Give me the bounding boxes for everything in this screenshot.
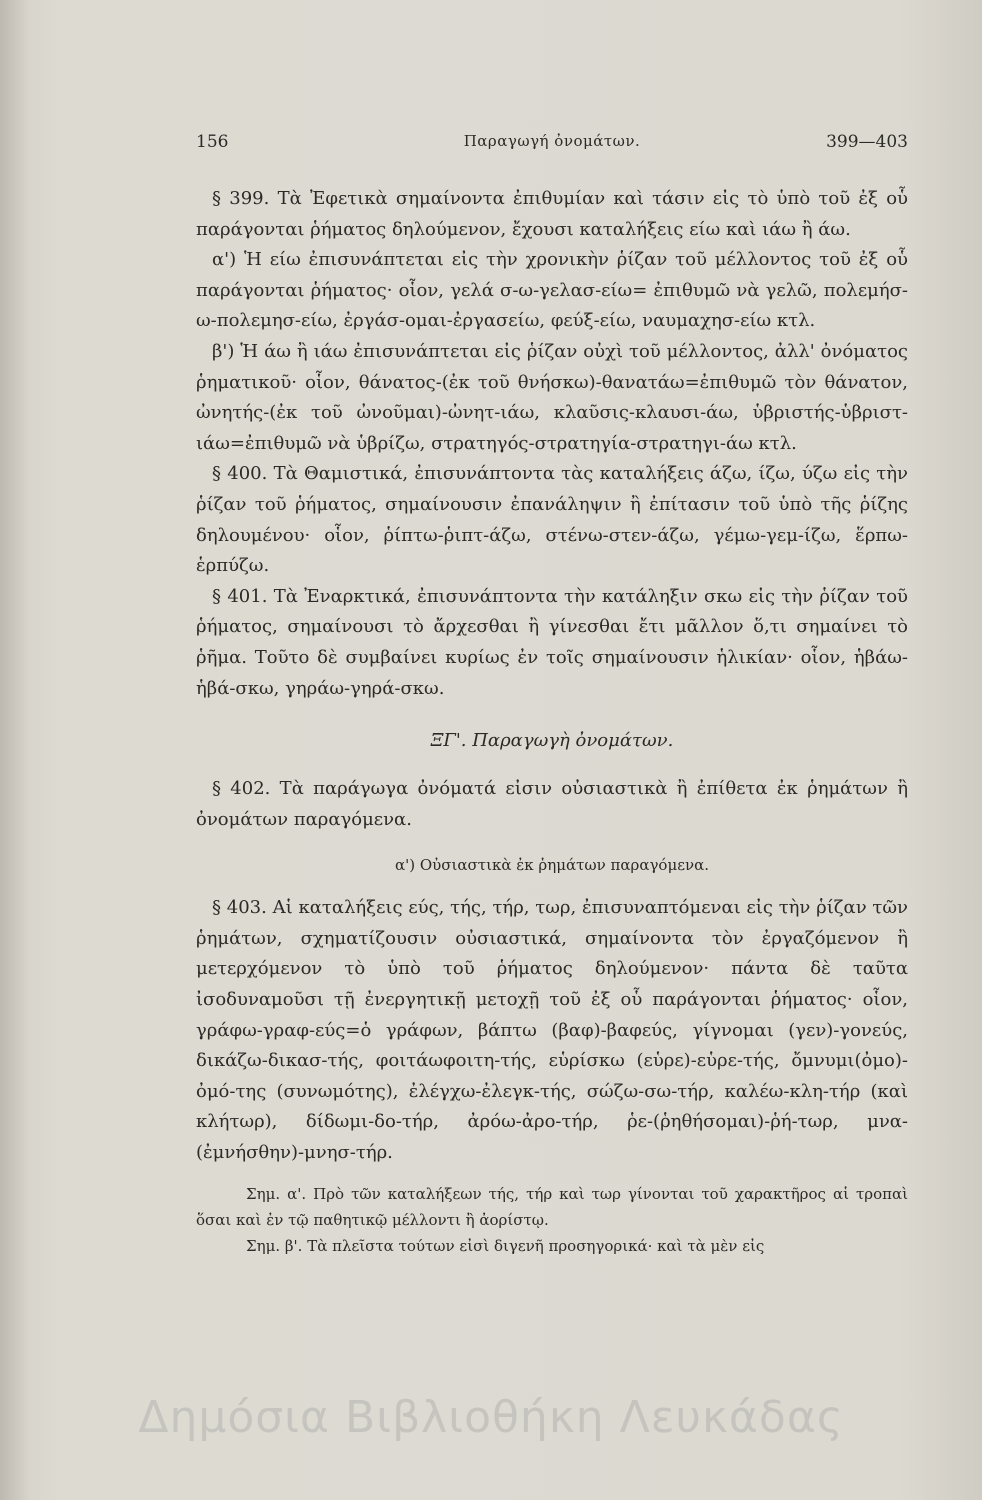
paragraph-399: § 399. Τὰ Ἐφετικὰ σημαίνοντα ἐπιθυμίαν καὶ τάσιν εἰς τὸ ὑπὸ τοῦ ἐξ οὗ παράγονται ῥήματος δηλούμενον, ἔχουσι καταλήξεις είω καὶ ιάω ἢ άω. <box>196 188 908 240</box>
footnote-a: Σημ. α'. Πρὸ τῶν καταλήξεων τής, τήρ καὶ τωρ γίνονται τοῦ χαρακτῆρος αἱ τροπαὶ ὅσαι καὶ ἐν τῷ παθητικῷ μέλλοντι ἢ ἀορίστῳ. <box>196 1184 908 1229</box>
subheading: α') Οὐσιαστικὰ ἐκ ῥημάτων παραγόμενα. <box>395 856 709 875</box>
page-header <box>196 132 908 166</box>
page-number: 156 <box>196 132 229 152</box>
running-title: Παραγωγή ὀνομάτων. <box>463 132 641 150</box>
footnote-b: Σημ. β'. Τὰ πλεῖστα τούτων εἰσὶ διγενῆ προσηγορικά· καὶ τὰ μὲν εἰς <box>246 1236 765 1255</box>
paragraph-403: § 403. Αἱ καταλήξεις εύς, τής, τήρ, τωρ, ἐπισυναπτόμεναι εἰς τὴν ῥίζαν τῶν ῥημάτων, σχηματίζουσιν οὐσιαστικά, σημαίνοντα τὸν ἐργαζόμενον ἢ μετερχόμενον τὸ ὑπὸ τοῦ ῥήματος δηλούμενον· πάντα δὲ ταῦτα ἰσοδυναμοῦσι τῇ ἐνεργητικῇ μετοχῇ τοῦ ἐξ οὗ παράγονται ῥήματος· οἷον, γράφω-γραφ-εύς=ὁ γράφων, βάπτω (βαφ)-βαφεύς, γίγνομαι (γεν)-γονεύς, δικάζω-δικασ-τής, φοιτάωφοιτη-τής, εὑρίσκω (εὑρε)-εὑρε-τής, ὄμνυμι(ὀμο)-ὀμό-της (συνωμότης), ἐλέγχω-ἐλεγκ-τής, σώζω-σω-τήρ, καλέω-κλη-τήρ (καὶ κλήτωρ), δίδωμι-δο-τήρ, ἀρόω-ἀρο-τήρ, ῥε-(ῥηθήσομαι)-ῥή-τωρ, μνα-(ἐμνήσθην)-μνησ-τήρ. <box>196 897 908 1164</box>
paragraph-402: § 402. Τὰ παράγωγα ὀνόματά εἰσιν οὐσιαστικὰ ἢ ἐπίθετα ἐκ ῥημάτων ἢ ὀνομάτων παραγόμενα. <box>196 778 908 830</box>
library-watermark: Δημόσια Βιβλιοθήκη Λευκάδας <box>138 1392 844 1443</box>
paragraph-399-b: β') Ἡ άω ἢ ιάω ἐπισυνάπτεται εἰς ῥίζαν οὐχὶ τοῦ μέλλοντος, ἀλλ' ὀνόματος ῥηματικοῦ· οἷον, θάνατος-(ἐκ τοῦ θνήσκω)-θανατάω=ἐπιθυμῶ τὸν θάνατον, ὠνητής-(ἐκ τοῦ ὠνοῦμαι)-ὠνητ-ιάω, κλαῦσις-κλαυσι-άω, ὑβριστής-ὑβριστ-ιάω=ἐπιθυμῶ νὰ ὑβρίζω, στρατηγός-στρατηγία-στρατηγι-άω κτλ. <box>196 340 908 454</box>
paragraph-401: § 401. Τὰ Ἐναρκτικά, ἐπισυνάπτοντα τὴν κατάληξιν σκω εἰς τὴν ῥίζαν τοῦ ῥήματος, σημαίνουσι τὸ ἄρχεσθαι ἢ γίνεσθαι ἔτι μᾶλλον ὅ,τι σημαίνει τὸ ῥῆμα. Τοῦτο δὲ συμβαίνει κυρίως ἐν τοῖς σημαίνουσιν ἡλικίαν· οἷον, ἡβάω-ἡβά-σκω, γηράω-γηρά-σκω. <box>196 585 908 699</box>
paragraph-399-a: α') Ἡ είω ἐπισυνάπτεται εἰς τὴν χρονικὴν ῥίζαν τοῦ μέλλοντος τοῦ ἐξ οὗ παράγονται ῥήματος· οἷον, γελά σ-ω-γελασ-είω= ἐπιθυμῶ νὰ γελῶ, πολεμήσ-ω-πολεμησ-είω, ἐργάσ-ομαι-ἐργασείω, φεύξ-είω, ναυμαχησ-είω κτλ. <box>196 249 908 332</box>
page-text-block <box>196 132 908 1259</box>
paragraph-400: § 400. Τὰ Θαμιστικά, ἐπισυνάπτοντα τὰς καταλήξεις άζω, ίζω, ύζω εἰς τὴν ῥίζαν τοῦ ῥήματος, σημαίνουσιν ἐπανάληψιν ἢ ἐπίτασιν τοῦ ὑπὸ τῆς ῥίζης δηλουμένου· οἷον, ῥίπτω-ῥιπτ-άζω, στένω-στεν-άζω, γέμω-γεμ-ίζω, ἕρπω-ἑρπύζω. <box>196 463 908 577</box>
chapter-title: ΞΓ'. Παραγωγὴ ὀνομάτων. <box>430 730 674 752</box>
section-range: 399—403 <box>826 132 908 152</box>
